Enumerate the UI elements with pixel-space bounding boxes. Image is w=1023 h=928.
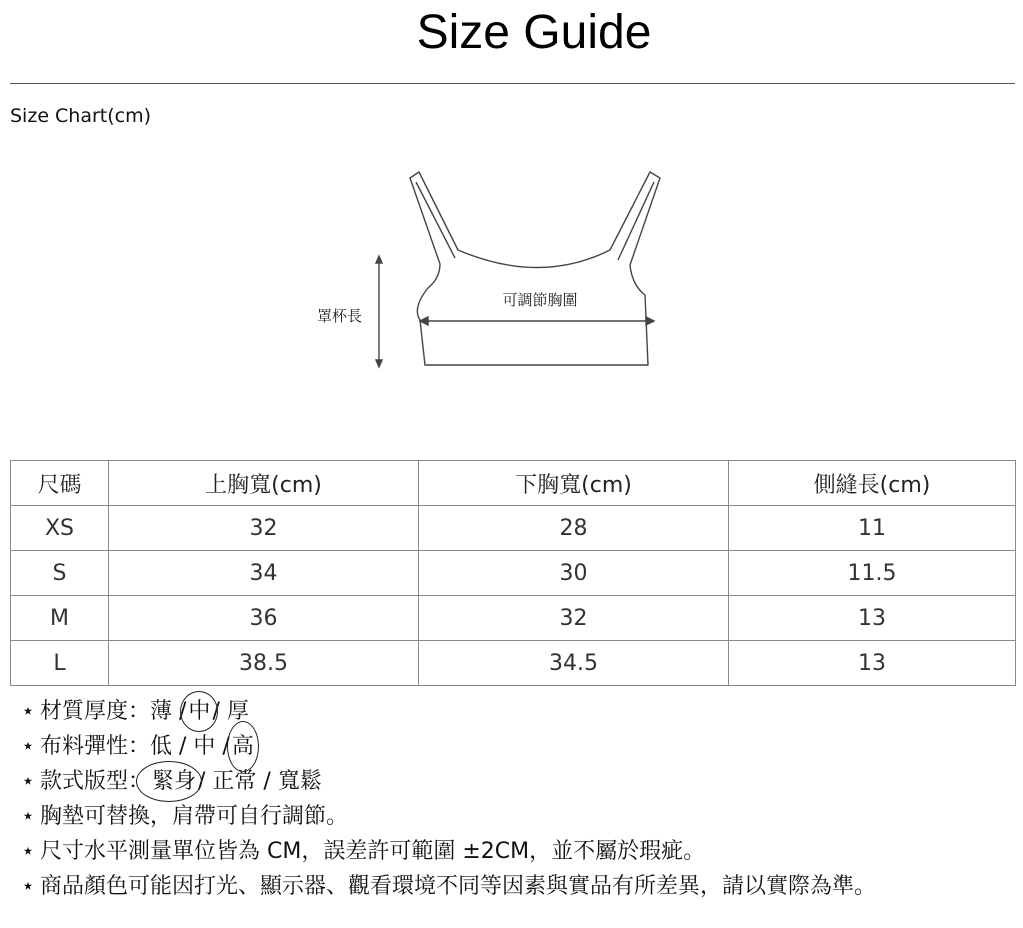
table-cell: L [11,641,109,686]
page-title: Size Guide [416,6,652,59]
table-cell: 11.5 [729,551,1016,596]
table-cell: S [11,551,109,596]
star-icon: ⋆ [21,769,35,794]
header-under-bust: 下胸寬(cm) [419,461,729,506]
note-fit-prefix: 款式版型： [40,769,151,794]
table-cell: 30 [419,551,729,596]
elasticity-low-medium: 低 / 中 / [150,734,230,759]
thickness-thin: 薄 / [150,699,187,724]
adjustable-band-label: 可調節胸圍 [502,291,578,309]
band-arrow-right-head [646,317,654,325]
header-size: 尺碼 [11,461,109,506]
table-row [11,506,1016,551]
left-strap [410,172,660,365]
thickness-medium-selected: 中 [186,694,212,729]
bra-outline [410,172,660,365]
note-color [16,869,1016,904]
cup-length-label: 罩杯長 [316,307,362,325]
band-arrow-left-head [420,317,428,325]
size-chart-label: Size Chart(cm) [10,105,152,127]
table-cell: M [11,596,109,641]
star-icon: ⋆ [21,839,35,864]
table-cell: 38.5 [109,641,419,686]
cup-arrow-top-head [376,256,382,263]
table-header-row [11,461,1016,506]
table-cell: 11 [729,506,1016,551]
table-cell: XS [11,506,109,551]
table-row [11,551,1016,596]
table-cell: 32 [419,596,729,641]
cup-length-arrow [376,256,382,367]
table-cell: 34 [109,551,419,596]
table-row [11,596,1016,641]
thickness-thick: / 厚 [212,699,249,724]
note-measure [16,834,1016,869]
header-side-seam: 側縫長(cm) [729,461,1016,506]
note-measure-text: 尺寸水平測量單位皆為 CM，誤差許可範圍 ±2CM，並不屬於瑕疵。 [40,839,706,864]
star-icon: ⋆ [21,699,35,724]
table-cell: 13 [729,641,1016,686]
title-divider [10,83,1015,84]
table-cell: 36 [109,596,419,641]
table-cell: 34.5 [419,641,729,686]
star-icon: ⋆ [21,874,35,899]
note-elasticity-prefix: 布料彈性： [40,734,151,759]
table-row [11,641,1016,686]
note-fit [16,764,1016,799]
fit-tight-selected: 緊身 [150,764,198,799]
product-notes [16,694,1016,904]
header-upper-bust: 上胸寬(cm) [109,461,419,506]
cup-arrow-bottom-head [376,360,382,367]
note-thickness-prefix: 材質厚度： [40,699,151,724]
size-table [10,460,1016,686]
band-width-arrow [420,317,654,325]
note-pad-text: 胸墊可替換，肩帶可自行調節。 [40,804,349,829]
note-color-text: 商品顏色可能因打光、顯示器、觀看環境不同等因素與實品有所差異，請以實際為準。 [40,874,877,899]
note-thickness [16,694,1016,729]
table-cell: 13 [729,596,1016,641]
note-elasticity [16,729,1016,764]
left-strap-inner [416,182,455,258]
elasticity-high-selected: 高 [230,729,256,764]
star-icon: ⋆ [21,734,35,759]
fit-other-options: / 正常 / 寬鬆 [198,769,322,794]
table-cell: 28 [419,506,729,551]
star-icon: ⋆ [21,804,35,829]
table-cell: 32 [109,506,419,551]
bra-measurement-diagram [300,160,700,380]
note-pad [16,799,1016,834]
